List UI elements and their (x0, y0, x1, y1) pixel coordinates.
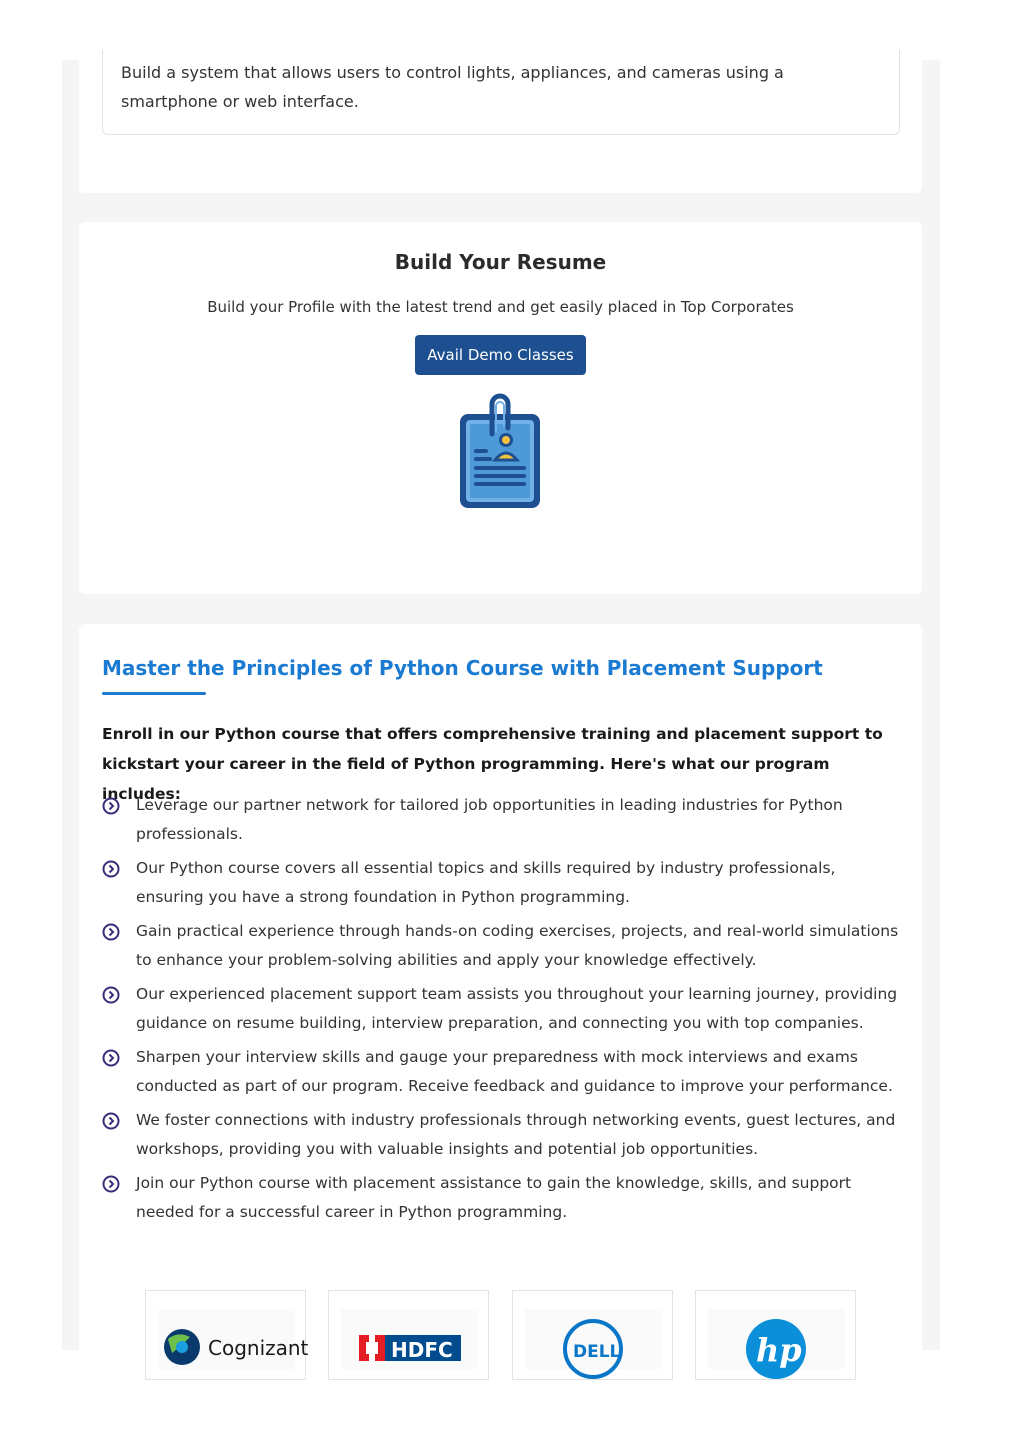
avail-demo-classes-button[interactable]: Avail Demo Classes (415, 335, 586, 375)
section-title: Master the Principles of Python Course with Placement Support (102, 656, 823, 680)
list-item-text: Our Python course covers all essential topics and skills required by industry professionals, ensuring you have a strong foundation in Python programming. (136, 859, 836, 906)
chevron-circle-right-icon (102, 1112, 120, 1130)
resume-card (79, 222, 922, 594)
svg-text:Cognizant: Cognizant (208, 1336, 309, 1360)
project-description: Build a system that allows users to control lights, appliances, and cameras using a smartphone or web interface. (121, 63, 784, 111)
svg-text:HDFC: HDFC (391, 1338, 453, 1362)
resume-title: Build Your Resume (394, 250, 607, 274)
list-item-text: We foster connections with industry professionals through networking events, guest lectures, and workshops, providing you with valuable insights and potential job opportunities. (136, 1111, 896, 1158)
chevron-circle-right-icon (102, 1175, 120, 1193)
logo-card-dell[interactable] (512, 1290, 673, 1380)
hp-logo (708, 1309, 845, 1369)
list-item-text: Sharpen your interview skills and gauge your preparedness with mock interviews and exams conducted as part of our program. Receive feedback and guidance to improve your performance. (136, 1048, 893, 1095)
list-item-text: Gain practical experience through hands-on coding exercises, projects, and real-world simulations to enhance your problem-solving abilities and apply your knowledge effectively. (136, 922, 899, 969)
chevron-circle-right-icon (102, 1049, 120, 1067)
list-item (102, 1043, 902, 1100)
id-badge-icon (454, 394, 544, 514)
placement-support-card (79, 624, 922, 1384)
list-item (102, 1106, 902, 1163)
cognizant-logo (158, 1309, 309, 1369)
chevron-circle-right-icon (102, 860, 120, 878)
page-background (62, 60, 940, 1369)
section-intro: Enroll in our Python course that offers comprehensive training and placement support to kickstart your career in the field of Python programming. Here's what our program includes: (102, 725, 883, 803)
chevron-circle-right-icon (102, 986, 120, 1004)
svg-text:DELL: DELL (573, 1342, 621, 1362)
feature-list (102, 791, 902, 1232)
partner-logos (145, 1290, 857, 1390)
list-item-text: Our experienced placement support team assists you throughout your learning journey, providing guidance on resume building, interview preparation, and connecting you with top companies. (136, 985, 898, 1032)
list-item-text: Join our Python course with placement assistance to gain the knowledge, skills, and support needed for a successful career in Python programming. (136, 1174, 852, 1221)
logo-card-cognizant[interactable] (145, 1290, 309, 1380)
list-item-text: Leverage our partner network for tailored job opportunities in leading industries for Python professionals. (136, 796, 843, 843)
resume-subtitle: Build your Profile with the latest trend and get easily placed in Top Corporates (207, 298, 794, 316)
title-underline (102, 692, 206, 695)
logo-card-hp[interactable] (695, 1290, 856, 1380)
list-item (102, 1169, 902, 1226)
chevron-circle-right-icon (102, 923, 120, 941)
dell-logo (525, 1309, 662, 1369)
project-card (79, 50, 922, 193)
hdfc-logo (341, 1309, 478, 1369)
project-description-box (102, 50, 900, 135)
logo-card-hdfc[interactable] (328, 1290, 489, 1380)
chevron-circle-right-icon (102, 797, 120, 815)
svg-text:hp: hp (756, 1331, 802, 1369)
list-item (102, 854, 902, 911)
list-item (102, 791, 902, 848)
list-item (102, 917, 902, 974)
list-item (102, 980, 902, 1037)
